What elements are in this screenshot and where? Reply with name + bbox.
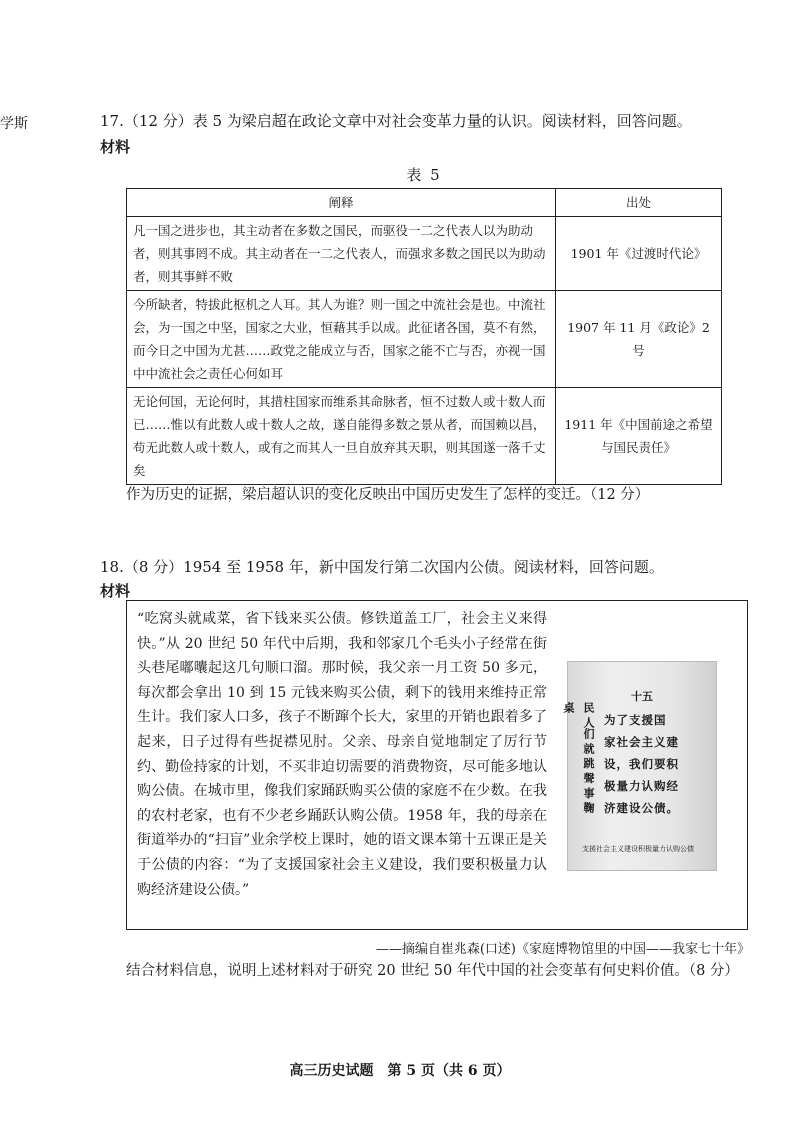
q18-material-label: 材料: [100, 582, 131, 600]
photo-line: 设，我们要积: [604, 757, 679, 771]
row-source: 1907 年 11 月《政论》2 号: [556, 291, 722, 388]
header-source: 出处: [556, 189, 722, 217]
row-source: 1911 年《中国前途之希望与国民责任》: [556, 388, 722, 485]
header-explanation: 阐释: [127, 189, 556, 217]
textbook-photo: [562, 661, 717, 871]
photo-side-text: 民 人们 就 跳 聲 事 鞠 桌: [562, 702, 595, 813]
q17-intro: 17.（12 分）表 5 为梁启超在政论文章中对社会变革力量的认识。阅读材料，回答问题。: [100, 112, 692, 130]
q18-question: 结合材料信息，说明上述材料对于研究 20 世纪 50 年代中国的社会变革有何史料价值。（8 分）: [126, 963, 739, 979]
table-5: [126, 188, 722, 485]
table-header-row: [127, 189, 722, 217]
table-row: [127, 388, 722, 485]
photo-line: 极量力认购经: [604, 779, 679, 793]
table-row: [127, 217, 722, 291]
lesson-number: 十五: [631, 690, 653, 703]
row-text: 今所缺者，特拔此枢机之人耳。其人为谁？则一国之中流社会是也。中流社会，为一国之中坚，国家之大业，恒藉其手以成。此征诸各国，莫不有然，而今日之中国为尤甚……政党之能成立与否，国家之能不亡与否，亦视一国中中流社会之责任心何如耳: [127, 291, 556, 388]
q17-question: 作为历史的证据，梁启超认识的变化反映出中国历史发生了怎样的变迁。（12 分）: [126, 487, 650, 503]
page-footer: 高三历史试题 第 5 页（共 6 页）: [289, 1063, 511, 1079]
row-text: 凡一国之进步也，其主动者在多数之国民，而驱役一二之代表人以为助动者，则其事罔不成。其主动者在一二之代表人，而强求多数之国民以为助动者，则其事鲜不败: [127, 217, 556, 291]
margin-text: 学斯: [0, 116, 28, 132]
q18-intro: 18.（8 分）1954 至 1958 年，新中国发行第二次国内公债。阅读材料，回答问题。: [100, 558, 664, 576]
row-source: 1901 年《过渡时代论》: [556, 217, 722, 291]
table-row: [127, 291, 722, 388]
memoir-text: “吃窝头就咸菜，省下钱来买公债。修铁道盖工厂，社会主义来得快。”从 20 世纪 50 年代中后期，我和邻家几个毛头小子经常在街头巷尾嘟囔起这几句顺口溜。那时候，我父亲一月工资 50 多元，每次都会拿出 10 到 15 元钱来购买公债，剩下的钱用来维持正常生计。我们家人口多，孩子不断蹿个长大，家里的开销也跟着多了起来，日子过得有些捉襟见肘。父亲、母亲自觉地制定了厉行节约、勤俭持家的计划，不买非迫切需要的消费物资，尽可能多地认购公债。在城市里，像我们家踊跃购买公债的家庭不在少数。在我的农村老家，也有不少老乡踊跃认购公债。1958 年，我的母亲在街道举办的“扫盲”业余学校上课时，她的语文课本第十五课正是关于公债的内容：“为了支援国家社会主义建设，我们要积极量力认购经济建设公债。”: [137, 611, 547, 898]
row-text: 无论何国，无论何时，其措柱国家而维系其命脉者，恒不过数人或十数人而已……惟以有此数人或十数人之故，遂自能得多数之景从者，而国赖以昌，苟无此数人或十数人，或有之而其人一旦自放弃其天职，则其国遂一落千丈矣: [127, 388, 556, 485]
table-caption: 表 5: [406, 166, 442, 184]
q17-material-label: 材料: [100, 138, 131, 156]
citation: ——摘编自崔兆森(口述)《家庭博物馆里的中国——我家七十年》: [375, 942, 750, 957]
photo-line: 家社会主义建: [604, 735, 679, 749]
photo-line: 为了支援国: [604, 713, 667, 727]
material-box: [126, 600, 748, 930]
photo-line: 济建设公债。: [604, 801, 679, 815]
photo-footer: 支援社会主义建设积极量力认购公债: [582, 845, 694, 853]
